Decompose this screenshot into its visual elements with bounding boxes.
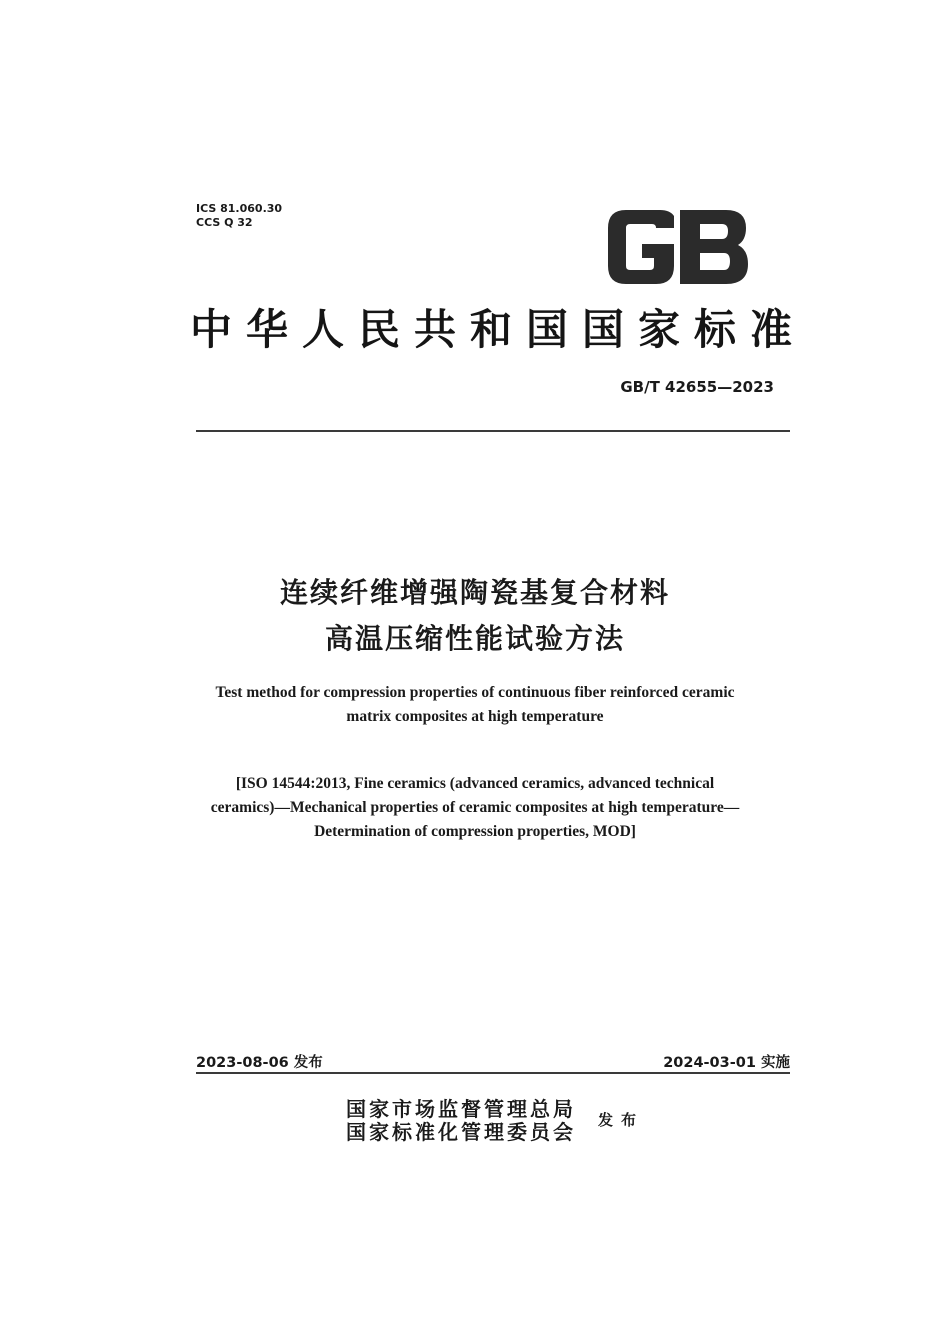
issued-label: 发布 — [598, 1111, 645, 1129]
reference-standard-line-3: Determination of compression properties, MOD] — [314, 823, 636, 840]
issuer-sac: 国家标准化管理委员会 — [346, 1120, 576, 1144]
national-standard-title: 中华人民共和国国家标准 — [190, 305, 807, 354]
chinese-title-line-1: 连续纤维增强陶瓷基复合材料 — [279, 576, 670, 609]
implementation-date: 2024-03-01 实施 — [663, 1055, 790, 1071]
header-divider — [196, 430, 790, 432]
reference-standard-line-1: [ISO 14544:2013, Fine ceramics (advanced ceramics, advanced technical — [235, 775, 715, 792]
ics-code: ICS 81.060.30 — [196, 202, 283, 215]
english-title-line-2: matrix composites at high temperature — [346, 708, 604, 725]
gb-logo — [604, 208, 750, 286]
issue-date: 2023-08-06 发布 — [196, 1055, 323, 1071]
gb-logo-letter-g — [608, 210, 674, 284]
issuer-samr: 国家市场监督管理总局 — [346, 1097, 576, 1121]
english-title-line-1: Test method for compression properties of continuous fiber reinforced ceramic — [215, 684, 735, 701]
standard-number: GB/T 42655—2023 — [620, 378, 774, 396]
footer-divider — [196, 1072, 790, 1074]
reference-standard-line-2: ceramics)—Mechanical properties of ceramic composites at high temperature— — [210, 799, 740, 816]
ccs-code: CCS Q 32 — [196, 216, 253, 229]
gb-logo-letter-b — [680, 210, 748, 284]
chinese-title-line-2: 高温压缩性能试验方法 — [324, 622, 625, 655]
